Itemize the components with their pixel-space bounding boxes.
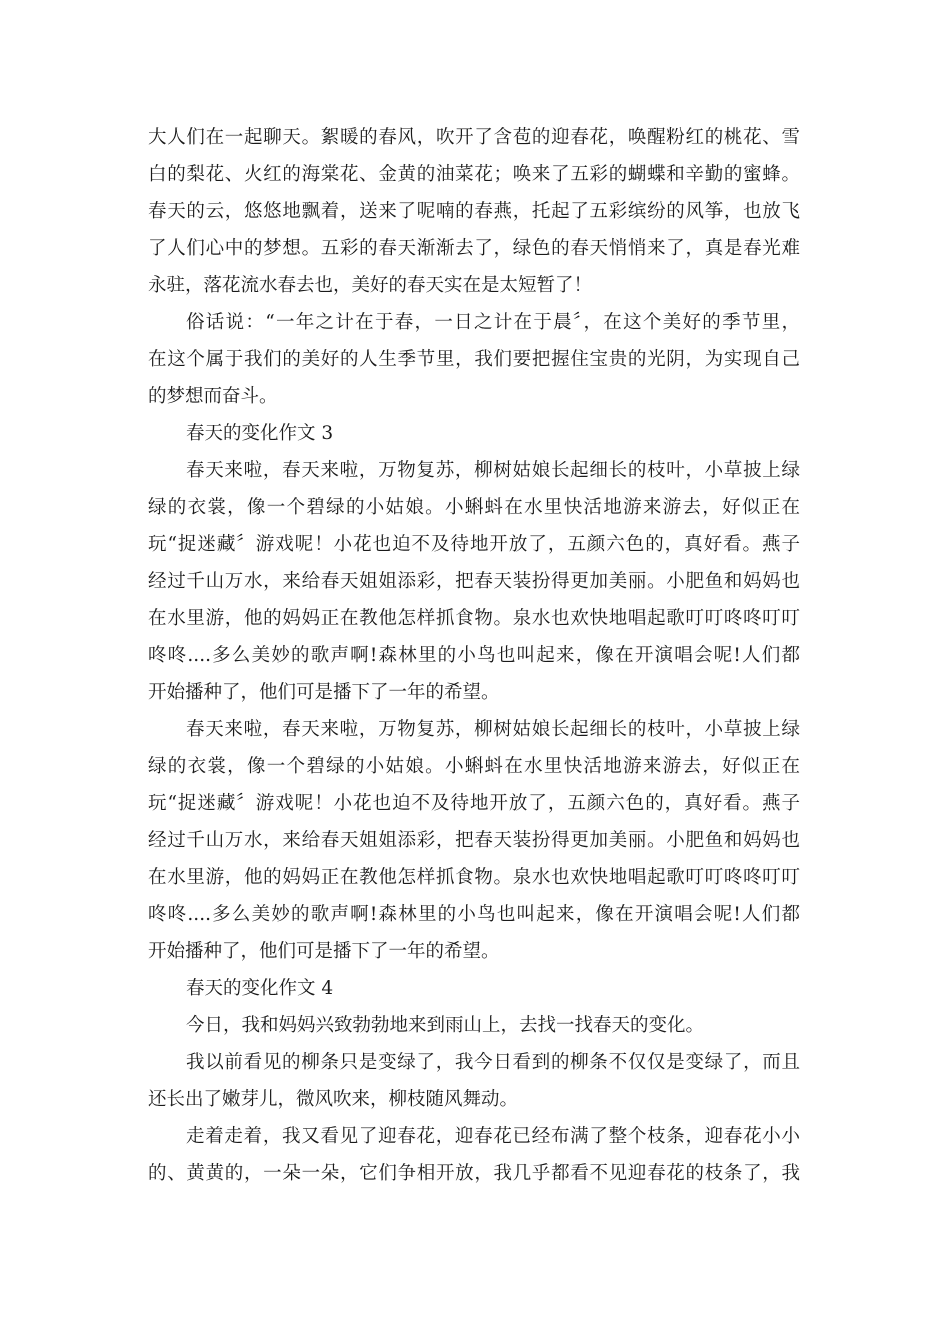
text-line: 咚咚....多么美妙的歌声啊!森林里的小鸟也叫起来，像在开演唱会呢!人们都: [148, 904, 800, 925]
text-line: 还长出了嫩芽儿，微风吹来，柳枝随风舞动。: [148, 1089, 519, 1110]
text-line: 的、黄黄的，一朵一朵，它们争相开放，我几乎都看不见迎春花的枝条了，我: [148, 1163, 800, 1184]
text-line: 走着走着，我又看见了迎春花，迎春花已经布满了整个枝条，迎春花小小: [186, 1126, 800, 1147]
text-line: 绿的衣裳，像一个碧绿的小姑娘。小蝌蚪在水里快活地游来游去，好似正在: [148, 756, 800, 777]
document-body: [148, 119, 800, 1192]
paragraph: [148, 119, 800, 304]
text-line: 春天来啦，春天来啦，万物复苏，柳树姑娘长起细长的枝叶，小草披上绿: [186, 460, 800, 481]
section-heading: [148, 415, 800, 452]
paragraph: [148, 1044, 800, 1118]
text-line: 在水里游，他的妈妈正在教他怎样抓食物。泉水也欢快地唱起歌叮叮咚咚叮叮: [148, 608, 800, 629]
text-line: 在水里游，他的妈妈正在教他怎样抓食物。泉水也欢快地唱起歌叮叮咚咚叮叮: [148, 867, 800, 888]
text-line: 了人们心中的梦想。五彩的春天渐渐去了，绿色的春天悄悄来了，真是春光难: [148, 238, 800, 259]
text-line: 经过千山万水，来给春天姐姐添彩，把春天装扮得更加美丽。小肥鱼和妈妈也: [148, 830, 800, 851]
text-line: 春天来啦，春天来啦，万物复苏，柳树姑娘长起细长的枝叶，小草披上绿: [186, 719, 800, 740]
text-line: 在这个属于我们的美好的人生季节里，我们要把握住宝贵的光阴，为实现自己: [148, 349, 800, 370]
paragraph: [148, 1007, 800, 1044]
heading-text: 春天的变化作文 4: [186, 978, 334, 999]
text-line: 今日，我和妈妈兴致勃勃地来到雨山上，去找一找春天的变化。: [186, 1015, 705, 1036]
text-line: 我以前看见的柳条只是变绿了，我今日看到的柳条不仅仅是变绿了，而且: [186, 1052, 800, 1073]
text-line: 春天的云，悠悠地飘着，送来了呢喃的春燕，托起了五彩缤纷的风筝，也放飞: [148, 201, 800, 222]
text-line: 玩“捉迷藏〞游戏呢！小花也迫不及待地开放了，五颜六色的，真好看。燕子: [148, 793, 800, 814]
text-line: 永驻，落花流水春去也，美好的春天实在是太短暂了！: [148, 275, 593, 296]
paragraph: [148, 711, 800, 970]
heading-text: 春天的变化作文 3: [186, 423, 334, 444]
paragraph: [148, 1118, 800, 1192]
text-line: 俗话说：“一年之计在于春，一日之计在于晨〞，在这个美好的季节里，: [186, 312, 800, 333]
text-line: 玩“捉迷藏〞游戏呢！小花也迫不及待地开放了，五颜六色的，真好看。燕子: [148, 534, 800, 555]
text-line: 大人们在一起聊天。絮暖的春风，吹开了含苞的迎春花，唤醒粉红的桃花、雪: [148, 127, 800, 148]
text-line: 经过千山万水，来给春天姐姐添彩，把春天装扮得更加美丽。小肥鱼和妈妈也: [148, 571, 800, 592]
text-line: 绿的衣裳，像一个碧绿的小姑娘。小蝌蚪在水里快活地游来游去，好似正在: [148, 497, 800, 518]
text-line: 开始播种了，他们可是播下了一年的希望。: [148, 941, 500, 962]
text-line: 白的梨花、火红的海棠花、金黄的油菜花；唤来了五彩的蝴蝶和辛勤的蜜蜂。: [148, 164, 800, 185]
section-heading: [148, 970, 800, 1007]
text-line: 咚咚....多么美妙的歌声啊!森林里的小鸟也叫起来，像在开演唱会呢!人们都: [148, 645, 800, 666]
text-line: 的梦想而奋斗。: [148, 386, 278, 407]
paragraph: [148, 304, 800, 415]
paragraph: [148, 452, 800, 711]
text-line: 开始播种了，他们可是播下了一年的希望。: [148, 682, 500, 703]
